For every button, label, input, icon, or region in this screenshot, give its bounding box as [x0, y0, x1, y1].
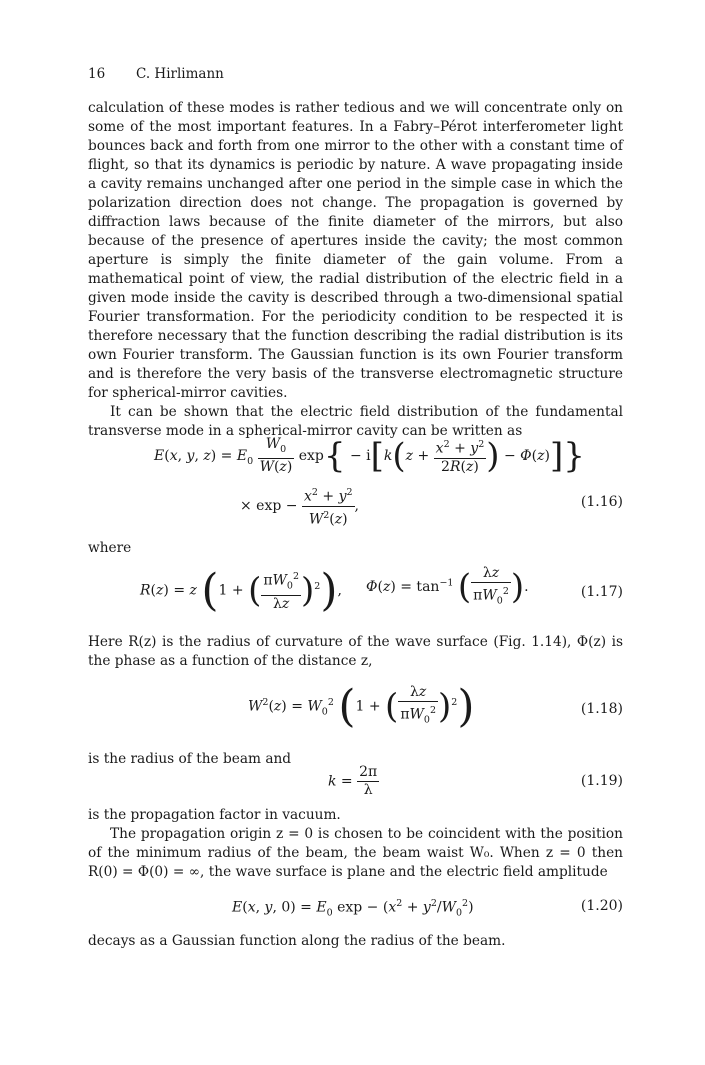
where-text — [88, 539, 623, 558]
paragraph-5 — [88, 806, 623, 882]
paragraph-3 — [88, 633, 623, 671]
paragraph-7 — [88, 932, 623, 951]
paragraph-4-text: is the radius of the beam and — [88, 751, 292, 767]
equation-number-1-19: (1.19) — [580, 773, 623, 789]
paragraph-7-text: decays as a Gaussian function along the radius of the beam. — [88, 933, 506, 949]
equation-1-18: $W^2(z) = W_0^2$ (1 + ( $\frac{\lambda z}{\pi W_0^2}$ )$^2$) (1.18) — [248, 681, 623, 732]
where-label: where — [88, 540, 132, 556]
equation-number-1-20: (1.20) — [580, 898, 623, 914]
equation-1-19: k = $\frac{2\pi}{\lambda}$ (1.19) — [328, 764, 623, 798]
paragraph-1 — [88, 99, 623, 441]
running-head: C. Hirlimann — [136, 66, 224, 82]
page-header — [88, 66, 224, 82]
equation-1-20: E(x, y, $0) = E_0$ $\exp - (x^2 + y^2/W_0^2)$ (1.20) — [232, 898, 623, 919]
equation-number-1-16: (1.16) — [580, 494, 623, 510]
page-number: 16 — [88, 66, 106, 82]
paragraph-2-text: It can be shown that the electric field distribution of the fundamental transverse mode in a spherical-mirror cavity can be written as — [88, 404, 623, 439]
paragraph-1-text: calculation of these modes is rather tedious and we will concentrate only on some of the most important features. In a Fabry–Pérot interferometer light bounces back and forth from one mirror to the other with a constant time of flight, so that its dynamics is periodic by nature. A wave propagating inside a cavity remains unchanged after one period in the simple case in which the polarization direction does not change. The propagation is governed by diffraction laws because of the finite diameter of the mirrors, but also because of the presence of apertures inside the cavity; the most common aperture is simply the finite diameter of the gain volume. From a mathematical point of view, the radial distribution of the electric field in a given mode inside the cavity is described through a two-dimensional spatial Fourier transformation. For the periodicity condition to be respected it is therefore necessary that the function describing the radial distribution is its own Fourier transform. The Gaussian function is its own Fourier transform and is therefore the very basis of the transverse electromagnetic structure for spherical-mirror cavities. — [88, 100, 623, 401]
equation-1-17: R(z) = z (1 + ( $\frac{\pi W_0^2}{\lambda z}$ )$^2$), $\Phi(z) = \tan^{-1}$ ( $\frac{\lambda z}{\pi W_0^2}$ ). (1.17) — [140, 565, 623, 616]
paragraph-3-text: Here R(z) is the radius of curvature of the wave surface (Fig. 1.14), Φ(z) is the phase as a function of the distance z, — [88, 634, 623, 669]
equation-number-1-17: (1.17) — [580, 584, 623, 600]
equation-1-16: E(x, y, $z) = E_0$ $\frac{W_0}{W(z)}$ exp{ − i[k(z + $\frac{x^2 + y^2}{2R(z)}$ ) − Φ(z)]} × exp − $\frac{x^2 + y^2}{W^2(z)}$ , (1.16) — [154, 436, 623, 528]
paragraph-6-text: The propagation origin z = 0 is chosen to be coincident with the position of the minimum radius of the beam, the beam waist W₀. When z = 0 then R(0) = Φ(0) = ∞, the wave surface is plane and the electric field amplitude — [88, 826, 623, 880]
paragraph-5-text: is the propagation factor in vacuum. — [88, 807, 341, 823]
equation-number-1-18: (1.18) — [580, 701, 623, 717]
